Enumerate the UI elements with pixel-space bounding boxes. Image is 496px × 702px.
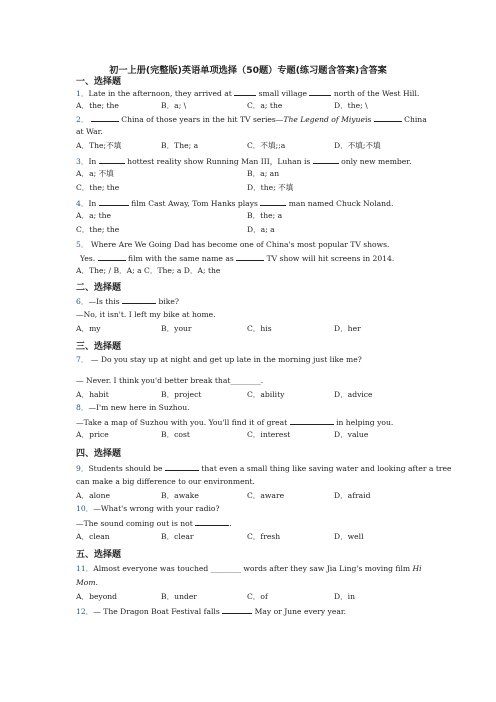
question-text: Yes. xyxy=(80,254,96,263)
option-a: A．the; the xyxy=(76,101,119,110)
question-10 xyxy=(76,504,220,514)
answer-blank xyxy=(99,156,125,164)
question-text: can make a big difference to our environment. xyxy=(76,477,255,486)
question-12 xyxy=(76,606,346,617)
question-text: —Is this xyxy=(88,297,120,306)
option-a: A．price xyxy=(76,430,109,439)
question-text: hottest reality show Running Man III，Luhan is xyxy=(127,157,311,166)
question-text: man named Chuck Noland. xyxy=(288,199,394,208)
question-text: film with the same name as xyxy=(128,254,234,263)
option-b: B．The; a xyxy=(161,141,199,150)
option-b: B．the; a xyxy=(247,211,283,220)
option-c: C．his xyxy=(247,324,272,333)
question-text: — Do you stay up at night and get up late in the morning just like me? xyxy=(90,355,362,364)
option-a: A．The;不填 xyxy=(76,141,122,150)
question-number: 3． xyxy=(76,157,89,166)
answer-blank xyxy=(98,253,126,261)
option-c: C．the; the xyxy=(76,225,120,234)
answer-blank xyxy=(234,88,256,96)
question-text: In xyxy=(88,199,97,208)
options-row: A．The; / B．A; a C．The; a D．A; the xyxy=(76,266,221,275)
option-c: C．fresh xyxy=(247,532,281,541)
option-d: D．afraid xyxy=(334,491,371,500)
question-8 xyxy=(76,403,190,413)
answer-blank xyxy=(165,463,199,471)
option-d: D．in xyxy=(334,592,356,601)
section-heading-4: 四、选择题 xyxy=(76,449,122,459)
question-number: 7． xyxy=(76,355,89,364)
question-text: China xyxy=(404,115,427,124)
option-a: A．a; the xyxy=(76,211,112,220)
section-heading-5: 五、选择题 xyxy=(76,550,122,560)
answer-blank xyxy=(290,417,334,425)
option-c: C．of xyxy=(247,592,268,601)
question-text: Students should be xyxy=(88,464,163,473)
question-text: —I'm new here in Suzhou. xyxy=(88,403,190,412)
question-text: Where Are We Going Dad has become one of China's most popular TV shows. xyxy=(90,240,390,249)
question-number: 4． xyxy=(76,199,89,208)
option-d: D．value xyxy=(334,430,369,439)
option-c: C．interest xyxy=(247,430,291,439)
section-heading-3: 三、选择题 xyxy=(76,342,122,352)
question-text: small village xyxy=(258,89,308,98)
question-text: Hi xyxy=(412,564,422,573)
section-heading-1: 一、选择题 xyxy=(76,77,122,87)
option-c: C．aware xyxy=(247,491,285,500)
question-5 xyxy=(76,240,389,250)
question-text: bike? xyxy=(158,297,179,306)
option-b: B．a; \ xyxy=(161,101,187,110)
option-a: A．beyond xyxy=(76,592,118,601)
question-text: Late in the afternoon, they arrived at xyxy=(88,89,232,98)
answer-blank xyxy=(91,114,119,122)
question-text: —Take a map of Suzhou with you. You'll find it of great xyxy=(76,418,288,427)
option-b: B．awake xyxy=(161,491,199,500)
option-c: C．the; the xyxy=(76,183,120,192)
question-text: TV show will hit screens in 2014. xyxy=(266,254,395,263)
option-d: D．her xyxy=(334,324,361,333)
answer-blank xyxy=(222,606,252,614)
answer-blank xyxy=(309,88,331,96)
answer-blank xyxy=(122,296,156,304)
question-text: —No, it isn't. I left my bike at home. xyxy=(76,310,216,319)
answer-blank xyxy=(374,114,402,122)
question-9 xyxy=(76,463,452,474)
question-number: 9． xyxy=(76,464,89,473)
option-c: C．不填;;a xyxy=(247,141,286,150)
section-heading-2: 二、选择题 xyxy=(76,283,122,293)
option-d: D．advice xyxy=(334,390,373,399)
option-a: A．a; 不填 xyxy=(76,169,114,178)
question-text: China of those years in the hit TV series— xyxy=(121,115,284,124)
question-number: 11． xyxy=(76,564,94,573)
option-b: B．clear xyxy=(161,532,194,541)
question-text xyxy=(76,578,98,588)
question-3 xyxy=(76,156,412,167)
question-number: 10． xyxy=(76,504,94,513)
question-text: at War. xyxy=(76,127,103,136)
question-11 xyxy=(76,564,422,574)
option-b: B．cost xyxy=(161,430,190,439)
option-d: D．不填;不填 xyxy=(334,141,381,150)
option-d: D．the; 不填 xyxy=(247,183,294,192)
question-text: May or June every year. xyxy=(254,607,347,616)
question-text: north of the West Hill. xyxy=(333,89,420,98)
page-title: 初一上册(完整版)英语单项选择（50题）专题(练习题含答案)含答案 xyxy=(109,65,387,76)
option-c: C．ability xyxy=(247,390,285,399)
option-b: B．your xyxy=(161,324,192,333)
option-a: A．clean xyxy=(76,532,110,541)
option-b: B．under xyxy=(161,592,197,601)
question-2 xyxy=(76,114,427,125)
question-number: 6． xyxy=(76,297,89,306)
question-number: 1． xyxy=(76,89,89,98)
question-text: The Legend of Miyue xyxy=(283,115,365,124)
answer-blank xyxy=(260,198,286,206)
question-number: 12． xyxy=(76,607,94,616)
question-number: 5． xyxy=(76,240,89,249)
option-c: C．a; the xyxy=(247,101,283,110)
option-a: A．alone xyxy=(76,491,110,500)
option-b: B．project xyxy=(161,390,202,399)
option-d: D．the; \ xyxy=(334,101,368,110)
question-text: —What's wrong with your radio? xyxy=(93,504,220,513)
question-text: that even a small thing like saving water and looking after a tree xyxy=(201,464,452,473)
question-text: — Never. I think you'd better break that________. xyxy=(76,376,264,385)
option-b: B．a; an xyxy=(247,169,280,178)
option-a: A．habit xyxy=(76,390,109,399)
option-a: A．my xyxy=(76,324,101,333)
question-text: — The Dragon Boat Festival falls xyxy=(93,607,220,616)
question-text: in helping you. xyxy=(336,418,394,427)
answer-blank xyxy=(236,253,264,261)
question-text: Mom. xyxy=(76,578,98,587)
question-text: —The sound coming out is not xyxy=(76,519,193,528)
question-10-line2 xyxy=(76,518,232,529)
question-6 xyxy=(76,296,179,307)
question-5-line2 xyxy=(80,253,394,264)
option-d: D．a; a xyxy=(247,225,275,234)
question-7 xyxy=(76,355,362,365)
question-number: 2． xyxy=(76,115,89,124)
question-text: Almost everyone was touched ________ words after they saw Jia Ling's moving film xyxy=(93,564,411,573)
question-text: only new member. xyxy=(341,157,412,166)
question-1 xyxy=(76,88,419,99)
answer-blank xyxy=(99,198,129,206)
question-number: 8． xyxy=(76,403,89,412)
question-4 xyxy=(76,198,393,209)
answer-blank xyxy=(195,518,232,528)
question-text: In xyxy=(88,157,97,166)
question-text: . xyxy=(229,519,232,528)
question-8-line2 xyxy=(76,417,393,428)
option-d: D．well xyxy=(334,532,364,541)
question-text: film Cast Away, Tom Hanks plays xyxy=(131,199,258,208)
answer-blank xyxy=(313,156,339,164)
question-text: is xyxy=(365,115,372,124)
